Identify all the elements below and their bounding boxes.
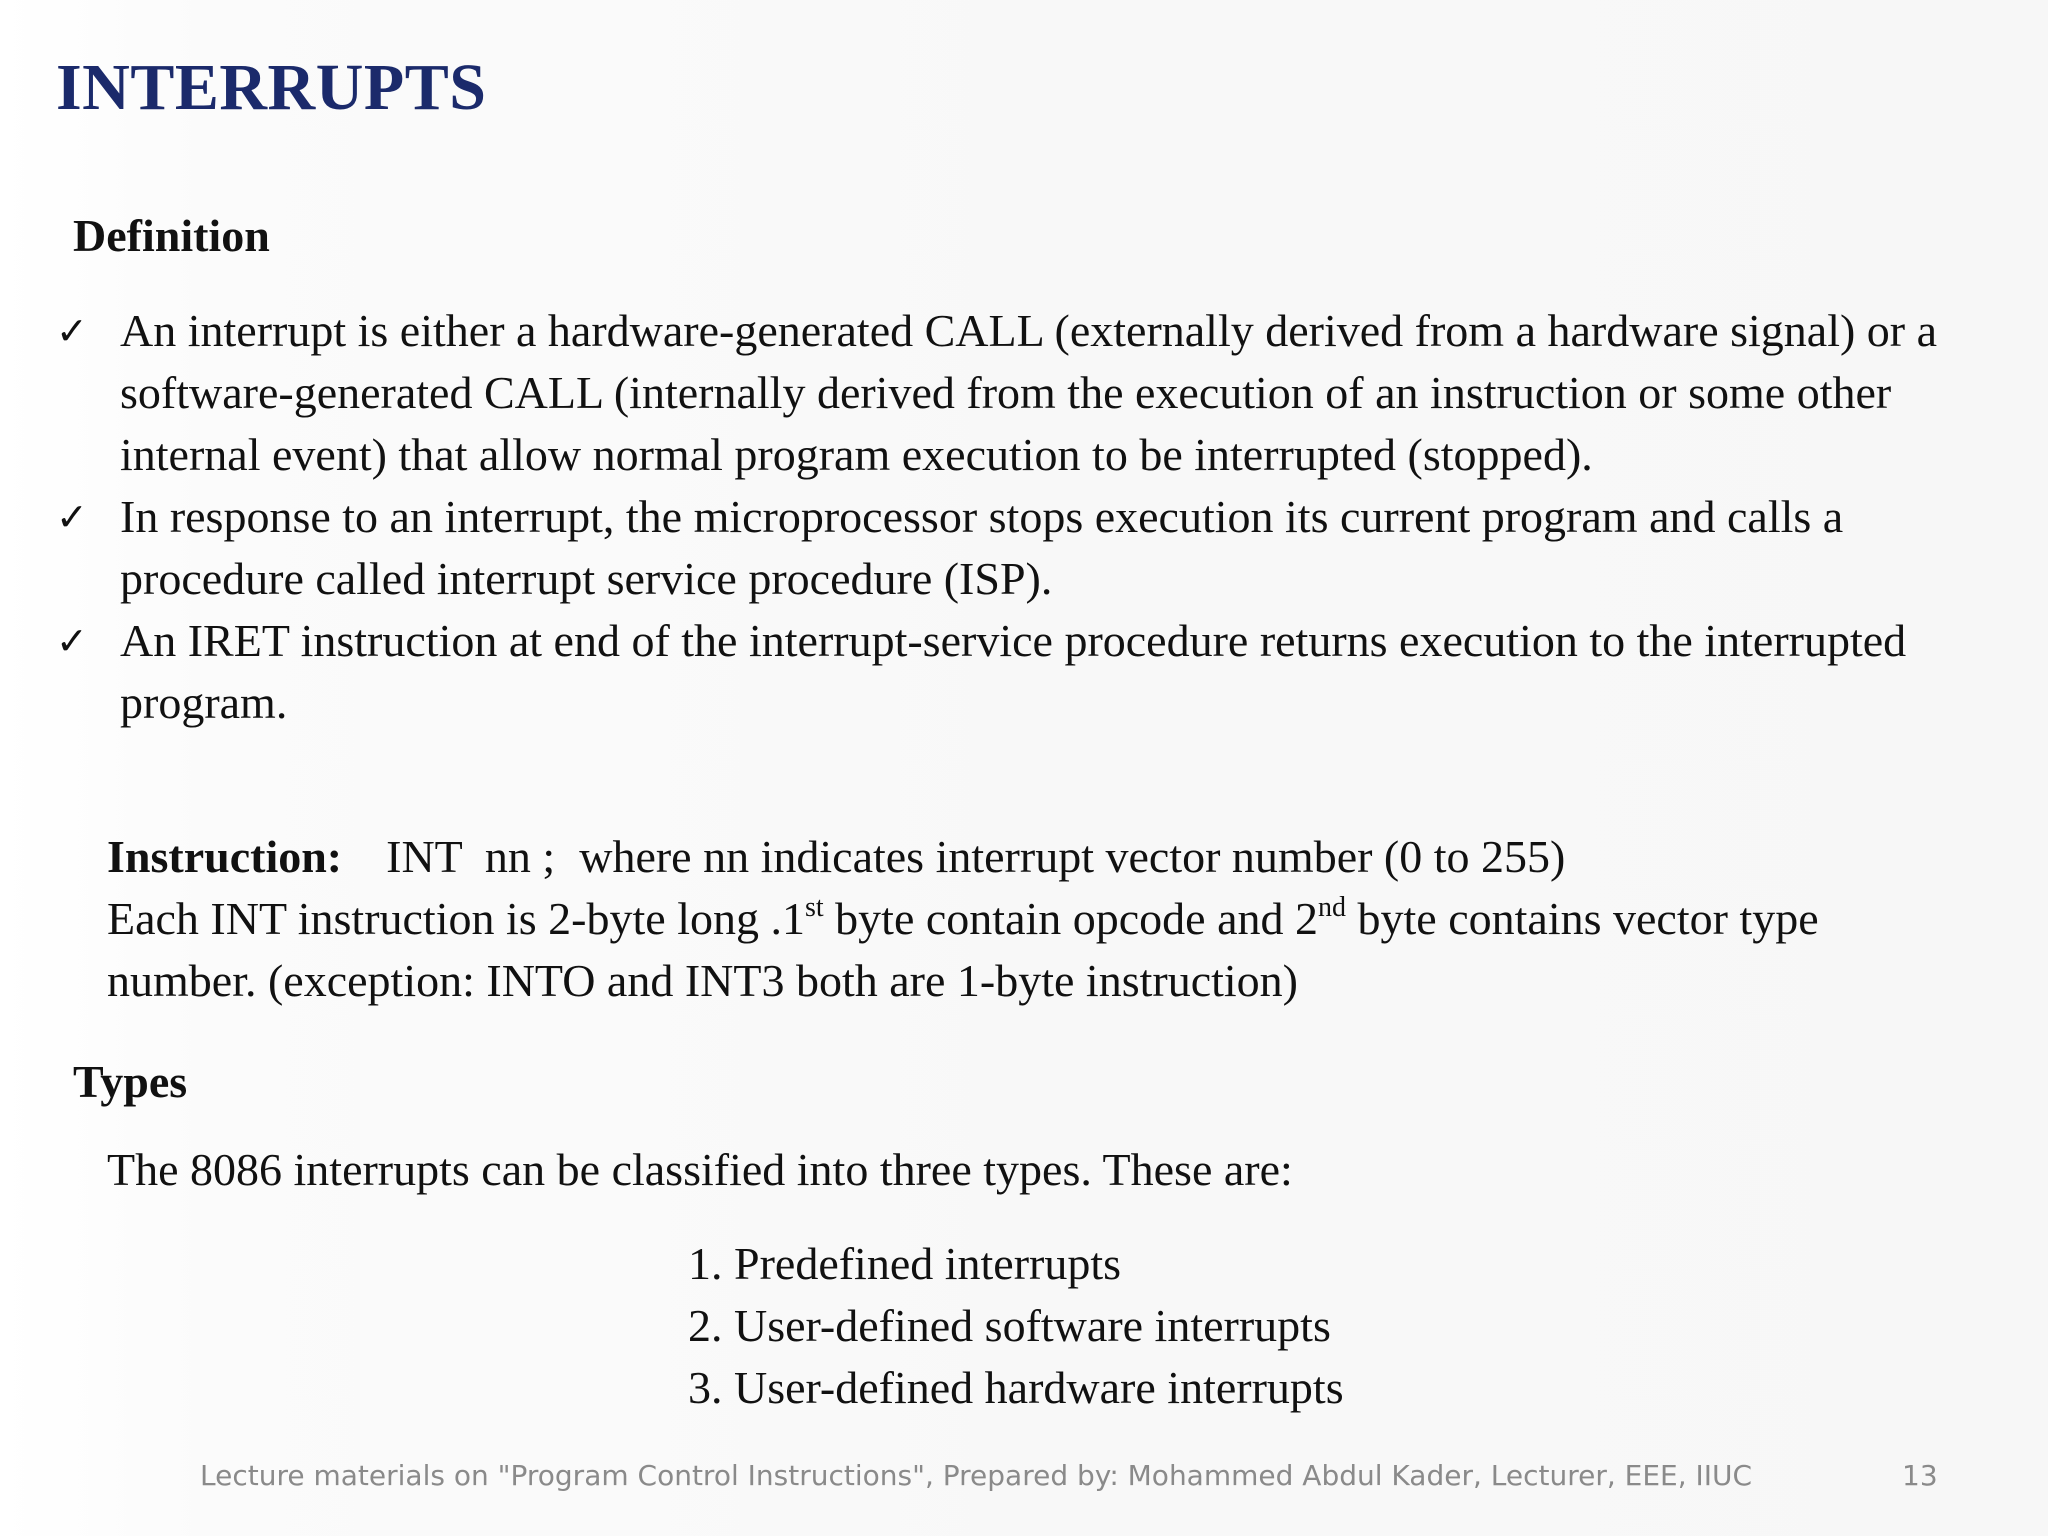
types-list-item: 3. User-defined hardware interrupts xyxy=(688,1362,1344,1413)
definition-bullet-list xyxy=(56,300,1956,734)
bullet-item xyxy=(56,610,1956,734)
instruction-detail-sup2: nd xyxy=(1318,892,1347,923)
bullet-text: In response to an interrupt, the microprocessor stops execution its current program and calls a procedure called interrupt service procedure (ISP). xyxy=(120,491,1844,604)
instruction-detail xyxy=(107,888,1957,1012)
instruction-syntax: INT nn ; xyxy=(386,831,556,882)
bullet-text: An IRET instruction at end of the interrupt-service procedure returns execution to the interrupted program. xyxy=(120,615,1907,728)
types-list-item: 2. User-defined software interrupts xyxy=(688,1300,1331,1351)
slide-title: INTERRUPTS xyxy=(56,51,487,124)
instruction-label: Instruction: xyxy=(107,831,343,882)
instruction-syntax-line xyxy=(107,826,1957,888)
footer-text: Lecture materials on "Program Control Instructions", Prepared by: Mohammed Abdul Kader, Lecturer, EEE, IIUC xyxy=(200,1459,1753,1492)
bullet-text: An interrupt is either a hardware-generated CALL (externally derived from a hardware signal) or a software-generated CALL (internally derived from the execution of an instruction or some other internal event) that allow normal program execution to be interrupted (stopped). xyxy=(120,305,1938,480)
definition-heading: Definition xyxy=(73,210,270,261)
types-intro: The 8086 interrupts can be classified into three types. These are: xyxy=(107,1144,1293,1195)
instruction-detail-part1: Each INT instruction is 2-byte long .1 xyxy=(107,893,805,944)
types-list-item: 1. Predefined interrupts xyxy=(688,1238,1122,1289)
instruction-detail-sup1: st xyxy=(804,892,824,923)
instruction-detail-part3: byte contains vector type number. (exception: INTO and INT3 both are 1-byte instruction) xyxy=(107,893,1819,1006)
page-number: 13 xyxy=(1902,1459,1938,1492)
check-mark-icon: ✓ xyxy=(56,309,88,353)
instruction-syntax-note: where nn indicates interrupt vector number (0 to 255) xyxy=(579,831,1566,882)
bullet-item xyxy=(56,300,1956,486)
check-mark-icon: ✓ xyxy=(56,495,88,539)
types-list xyxy=(688,1233,1344,1419)
instruction-block xyxy=(107,826,1957,1012)
types-heading: Types xyxy=(73,1056,188,1107)
bullet-item xyxy=(56,486,1956,610)
instruction-detail-part2: byte contain opcode and 2 xyxy=(823,893,1319,944)
check-mark-icon: ✓ xyxy=(56,619,88,663)
